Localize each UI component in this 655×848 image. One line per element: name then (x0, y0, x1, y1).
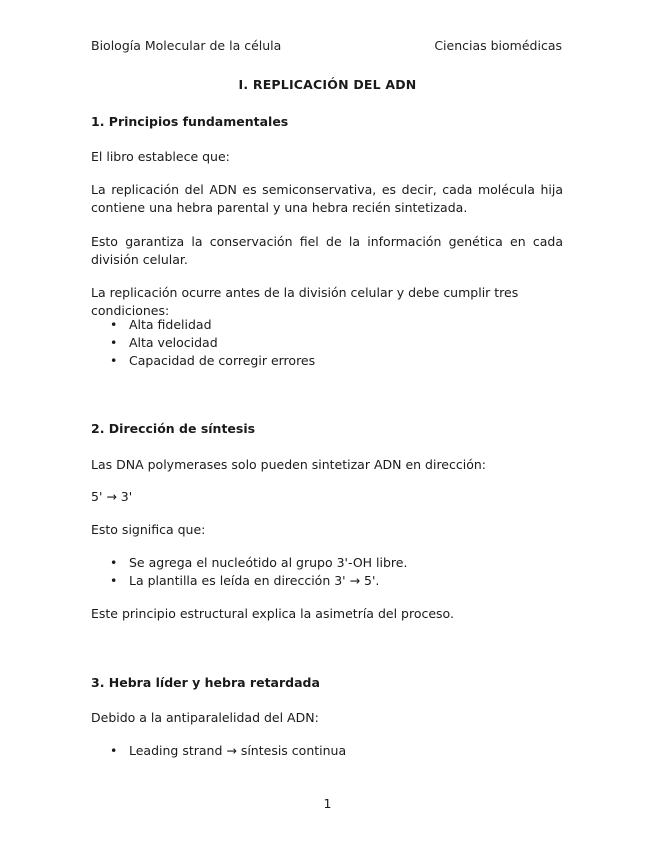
direction-points-list (110, 554, 407, 590)
section-1-paragraph-1: La replicación del ADN es semiconservativa, es decir, cada molécula hija contiene una hebra parental y una hebra recién sintetizada. (91, 182, 563, 215)
section-2-paragraph-1: Las DNA polymerases solo pueden sintetizar ADN en dirección: (91, 457, 486, 472)
section-1-paragraph-2: Esto garantiza la conservación fiel de la información genética en cada división celular. (91, 234, 563, 267)
page-number: 1 (323, 796, 332, 811)
section-3-heading: 3. Hebra líder y hebra retardada (91, 675, 320, 690)
section-2-heading: 2. Dirección de síntesis (91, 421, 256, 436)
strand-list (110, 742, 346, 760)
section-2-paragraph-3: Este principio estructural explica la asimetría del proceso. (91, 606, 454, 621)
section-2-paragraph-2: Esto significa que: (91, 522, 206, 537)
section-1-paragraph-3: La replicación ocurre antes de la división celular y debe cumplir tres condiciones: (91, 285, 519, 318)
list-item: • La plantilla es leída en dirección 3' → 5'. (110, 572, 407, 590)
list-item: • Capacidad de corregir errores (110, 352, 315, 370)
synthesis-direction: 5' → 3' (91, 489, 133, 504)
header-course-title: Biología Molecular de la célula (91, 38, 282, 53)
list-item: • Se agrega el nucleótido al grupo 3'-OH libre. (110, 554, 407, 572)
section-1-intro: El libro establece que: (91, 149, 230, 164)
list-item: • Alta fidelidad (110, 316, 315, 334)
section-1-heading: 1. Principios fundamentales (91, 114, 289, 129)
header-program: Ciencias biomédicas (434, 38, 562, 53)
chapter-title: I. REPLICACIÓN DEL ADN (238, 77, 417, 92)
section-3-paragraph-1: Debido a la antiparalelidad del ADN: (91, 710, 319, 725)
list-item: • Leading strand → síntesis continua (110, 742, 346, 760)
conditions-list (110, 316, 315, 370)
list-item: • Alta velocidad (110, 334, 315, 352)
